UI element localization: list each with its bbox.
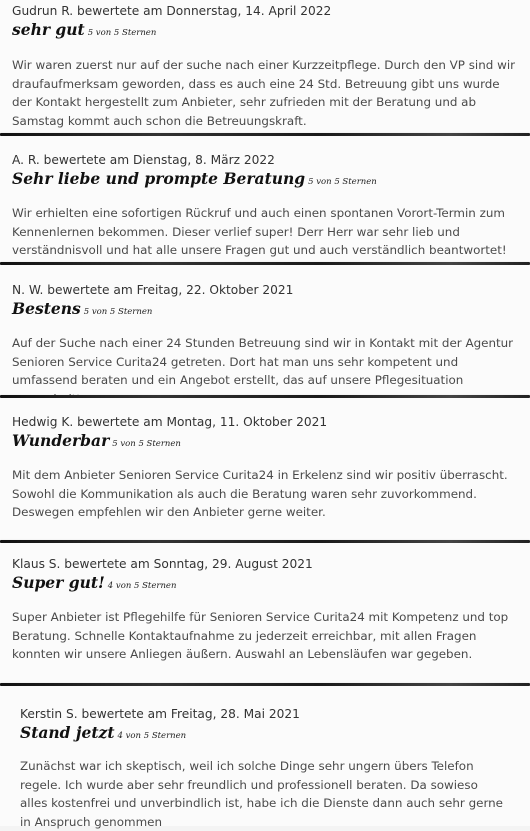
review-card <box>0 0 530 133</box>
review-card <box>0 398 530 540</box>
review-card <box>0 136 530 262</box>
review-text: Wir erhielten eine sofortigen Rückruf und auch einen spontanen Vorort-Termin zum Kennenlernen bekommen. Dieser verlief super! Derr Herr war sehr lieb und verständnisvoll und hat alle unsere Fragen gut und auch verständlich beantwortet! <box>12 206 507 257</box>
review-meta: N. W. bewertete am Freitag, 22. Oktober 2021 <box>12 283 294 297</box>
review-title: Bestens <box>12 299 81 318</box>
review-title: Wunderbar <box>12 431 110 450</box>
review-card <box>0 686 530 829</box>
review-text: Auf der Suche nach einer 24 Stunden Betreuung sind wir in Kontakt mit der Agentur Senioren Service Curita24 getreten. Dort hat man uns sehr kompetent und umfassend beraten und ein Angebot erstellt, das auf unsere Pflegesituation <box>12 336 514 387</box>
review-heading <box>12 431 516 454</box>
review-title: Stand jetzt <box>20 723 115 742</box>
review-text: Wir waren zuerst nur auf der suche nach einer Kurzzeitpflege. Durch den VP sind wir draufaufmerksam geworden, dass es auch eine 24 Std. Betreuung gibt uns wurde der Kontakt hergestellt zum Anbieter, sehr zufrieden mit der Beratung und ab Samstag kommt auch schon die Betreuungskraft. <box>12 58 516 128</box>
review-rating: 5 von 5 Sternen <box>87 28 157 38</box>
review-heading <box>12 20 516 43</box>
review-heading <box>12 169 516 192</box>
review-card <box>0 543 530 683</box>
review-meta: Kerstin S. bewertete am Freitag, 28. Mai 2021 <box>20 707 300 721</box>
review-heading <box>12 299 516 322</box>
review-card <box>0 265 530 395</box>
review-rating: 5 von 5 Sternen <box>83 307 153 317</box>
review-rating: 5 von 5 Sternen <box>112 439 181 449</box>
review-heading <box>12 573 516 596</box>
review-meta: Klaus S. bewertete am Sonntag, 29. August 2021 <box>12 557 313 571</box>
review-title: Super gut! <box>12 573 105 592</box>
review-title: sehr gut <box>12 20 85 39</box>
review-heading <box>20 723 508 746</box>
review-meta: Hedwig K. bewertete am Montag, 11. Oktober 2021 <box>12 415 328 429</box>
review-meta: A. R. bewertete am Dienstag, 8. März 2022 <box>12 153 275 167</box>
review-meta: Gudrun R. bewertete am Donnerstag, 14. April 2022 <box>12 4 332 18</box>
review-text: Mit dem Anbieter Senioren Service Curita24 in Erkelenz sind wir positiv überrascht. Sowohl die Kommunikation als auch die Beratung waren sehr zuvorkommend. Deswegen empfehlen wir den Anbieter gerne weiter. <box>12 468 508 519</box>
review-rating: 4 von 5 Sternen <box>107 581 177 591</box>
review-rating: 5 von 5 Sternen <box>308 177 377 187</box>
review-rating: 4 von 5 Sternen <box>117 731 187 741</box>
review-text: Zunächst war ich skeptisch, weil ich solche Dinge sehr ungern übers Telefon regele. Ich wurde aber sehr freundlich und professionell beraten. Da sowieso alles kostenfrei und unverbindlich ist, habe ich die Dienste dann auch sehr gerne in Anspruch genommen <box>20 759 503 829</box>
review-title: Sehr liebe und prompte Beratung <box>12 169 306 188</box>
review-text: Super Anbieter ist Pflegehilfe für Senioren Service Curita24 mit Kompetenz und top Beratung. Schnelle Kontaktaufnahme zu jederzeit erreichbar, mit allen Fragen konnten wir unsere Anliegen äußern. Auswahl an Lebensläufen war gegeben. <box>12 610 509 661</box>
